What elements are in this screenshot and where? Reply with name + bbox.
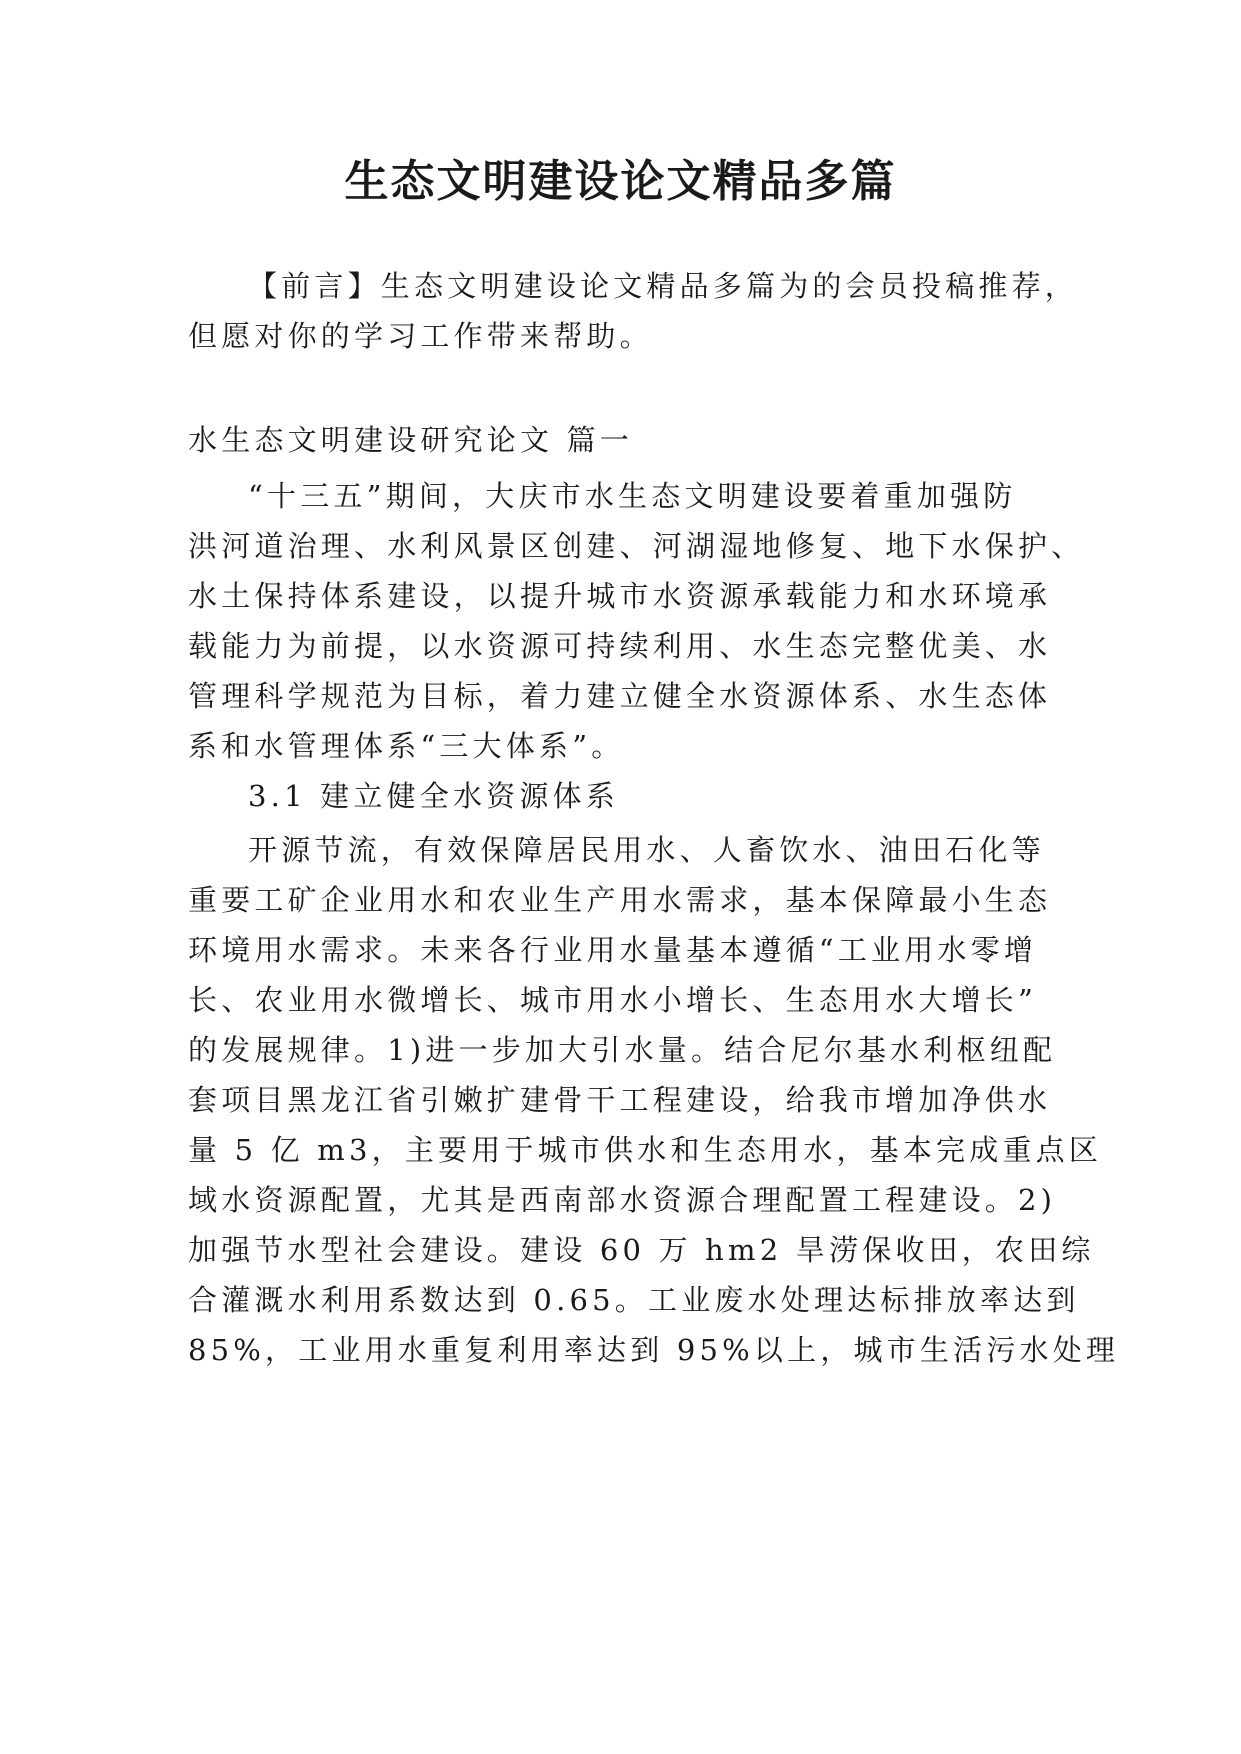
paragraph-line: “十三五”期间，大庆市水生态文明建设要着重加强防 — [248, 479, 1017, 513]
paragraph-line: 域水资源配置，尤其是西南部水资源合理配置工程建设。2) — [188, 1183, 1057, 1217]
paragraph-line: 85%，工业用水重复利用率达到 95%以上，城市生活污水处理 — [188, 1333, 1120, 1367]
paragraph-line: 量 5 亿 m3，主要用于城市供水和生态用水，基本完成重点区 — [188, 1133, 1103, 1167]
paragraph-line: 载能力为前提，以水资源可持续利用、水生态完整优美、水 — [188, 629, 1052, 663]
paragraph-line: 环境用水需求。未来各行业用水量基本遵循“工业用水零增 — [188, 933, 1038, 967]
document-title: 生态文明建设论文精品多篇 — [344, 156, 897, 207]
section-heading: 水生态文明建设研究论文 篇一 — [188, 423, 634, 457]
subheading: 3.1 建立健全水资源体系 — [248, 779, 619, 813]
paragraph-line: 加强节水型社会建设。建设 60 万 hm2 旱涝保收田，农田综 — [188, 1233, 1095, 1267]
paragraph-line: 水土保持体系建设，以提升城市水资源承载能力和水环境承 — [188, 579, 1052, 613]
paragraph-line: 合灌溉水利用系数达到 0.65。工业废水处理达标排放率达到 — [188, 1283, 1080, 1317]
preface-line: 但愿对你的学习工作带来帮助。 — [188, 319, 653, 353]
paragraph-line: 重要工矿企业用水和农业生产用水需求，基本保障最小生态 — [188, 883, 1052, 917]
preface-line: 【前言】生态文明建设论文精品多篇为的会员投稿推荐， — [248, 269, 1079, 303]
paragraph-line: 开源节流，有效保障居民用水、人畜饮水、油田石化等 — [248, 833, 1045, 867]
paragraph-line: 套项目黑龙江省引嫩扩建骨干工程建设，给我市增加净供水 — [188, 1083, 1052, 1117]
paragraph-line: 的发展规律。1)进一步加大引水量。结合尼尔基水利枢纽配 — [188, 1033, 1057, 1067]
paragraph-line: 管理科学规范为目标，着力建立健全水资源体系、水生态体 — [188, 679, 1052, 713]
paragraph-line: 系和水管理体系“三大体系”。 — [188, 729, 625, 763]
paragraph-line: 长、农业用水微增长、城市用水小增长、生态用水大增长” — [188, 983, 1038, 1017]
paragraph-line: 洪河道治理、水利风景区创建、河湖湿地修复、地下水保护、 — [188, 529, 1085, 563]
